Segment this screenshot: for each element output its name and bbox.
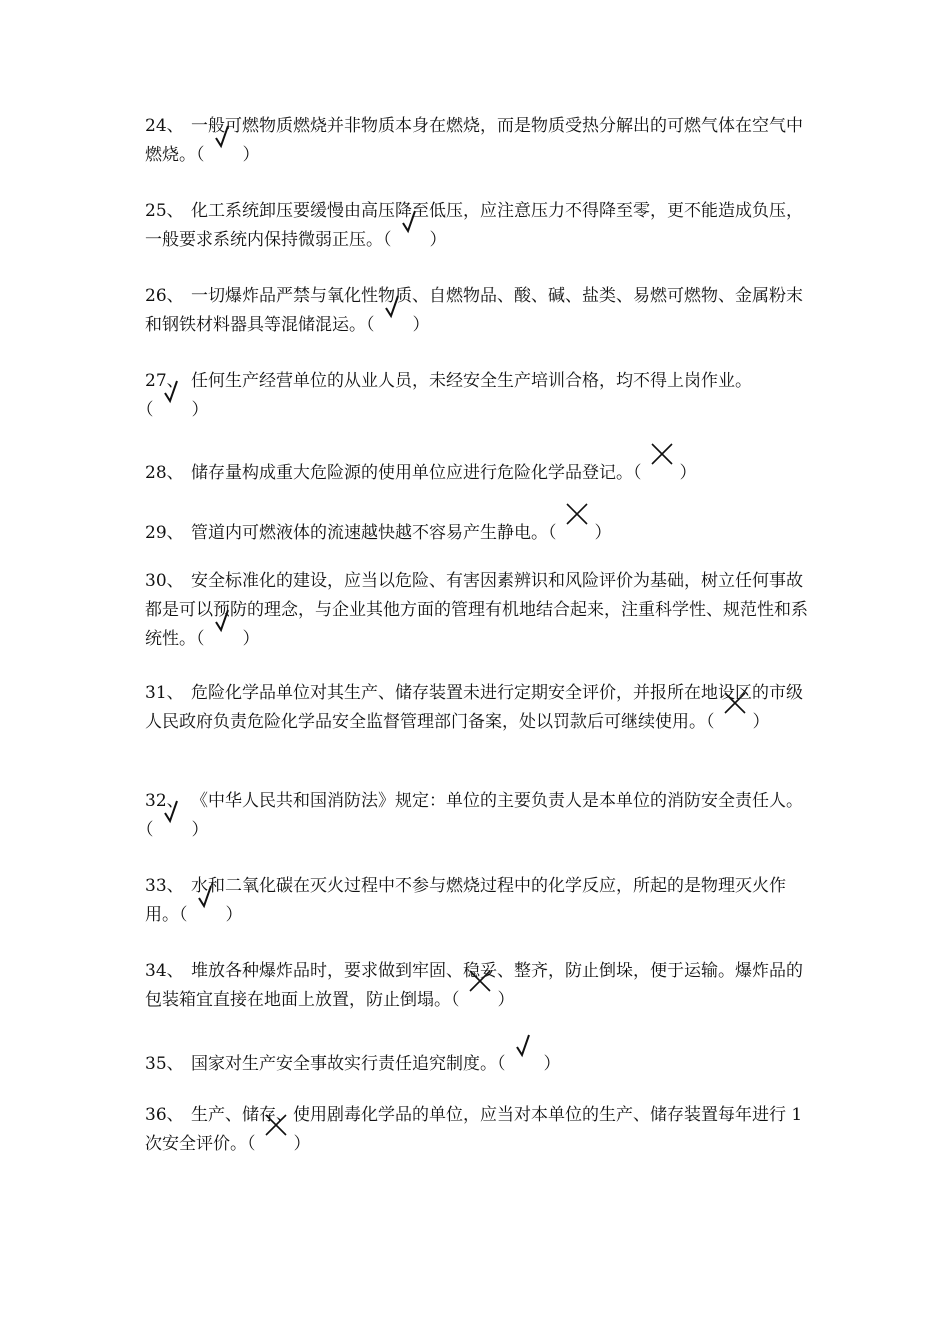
question-text: 储存量构成重大危险源的使用单位应进行危险化学品登记。 (191, 463, 633, 483)
open-paren: （ (145, 400, 154, 420)
question-number: 25、 (145, 201, 184, 221)
question-number: 32、 (145, 791, 184, 811)
open-paren: （ (548, 523, 557, 543)
close-paren: ） (412, 315, 430, 335)
answer-cross-icon (642, 464, 680, 484)
close-paren: ） (679, 463, 697, 483)
answer-check-icon (205, 630, 243, 650)
open-paren: （ (633, 463, 642, 483)
question-34 (145, 957, 810, 1015)
close-paren: ） (429, 230, 447, 250)
question-text: 水和二氧化碳在灭火过程中不参与燃烧过程中的化学反应，所起的是物理灭火作用。 (145, 876, 786, 925)
question-text: 危险化学品单位对其生产、储存装置未进行定期安全评价，并报所在地设区的市级人民政府负责危险化学品安全监督管理部门备案，处以罚款后可继续使用。 (145, 683, 803, 732)
question-25 (145, 197, 810, 255)
question-number: 28、 (145, 463, 184, 483)
question-text: 化工系统卸压要缓慢由高压降至低压，应注意压力不得降至零，更不能造成负压，一般要求系统内保持微弱正压。 (145, 201, 803, 250)
open-paren: （ (196, 629, 205, 649)
question-text: 管道内可燃液体的流速越快越不容易产生静电。 (191, 523, 548, 543)
question-text: 《中华人民共和国消防法》规定：单位的主要负责人是本单位的消防安全责任人。 (191, 791, 803, 811)
question-26 (145, 282, 810, 340)
open-paren: （ (145, 820, 154, 840)
question-30 (145, 567, 810, 654)
answer-cross-icon (715, 713, 753, 733)
answer-cross-icon (557, 524, 595, 544)
close-paren: ） (225, 905, 243, 925)
close-paren: ） (497, 990, 515, 1010)
question-number: 26、 (145, 286, 184, 306)
question-text: 任何生产经营单位的从业人员，未经安全生产培训合格，均不得上岗作业。 (191, 371, 752, 391)
close-paren: ） (191, 820, 209, 840)
open-paren: （ (383, 230, 392, 250)
close-paren: ） (191, 400, 209, 420)
answer-check-icon (154, 821, 192, 841)
answer-check-icon (205, 146, 243, 166)
close-paren: ） (594, 523, 612, 543)
question-number: 35、 (145, 1054, 184, 1074)
question-number: 27、 (145, 371, 184, 391)
answer-check-icon (188, 906, 226, 926)
question-number: 30、 (145, 571, 184, 591)
question-28 (145, 459, 810, 488)
answer-check-icon (375, 316, 413, 336)
close-paren: ） (543, 1054, 561, 1074)
open-paren: （ (706, 712, 715, 732)
question-29 (145, 519, 810, 548)
question-35 (145, 1050, 810, 1079)
close-paren: ） (293, 1134, 311, 1154)
question-text: 堆放各种爆炸品时，要求做到牢固、稳妥、整齐，防止倒垛，便于运输。爆炸品的包装箱宜直接在地面上放置，防止倒塌。 (145, 961, 803, 1010)
question-31 (145, 679, 810, 737)
question-text: 安全标准化的建设，应当以危险、有害因素辨识和风险评价为基础，树立任何事故都是可以预防的理念，与企业其他方面的管理有机地结合起来，注重科学性、规范性和系统性。 (145, 571, 808, 649)
question-33 (145, 872, 810, 930)
question-number: 34、 (145, 961, 184, 981)
question-number: 29、 (145, 523, 184, 543)
question-text: 生产、储存、使用剧毒化学品的单位，应当对本单位的生产、储存装置每年进行 1 次安全评价。 (145, 1105, 803, 1154)
question-text: 一切爆炸品严禁与氧化性物质、自燃物品、酸、碱、盐类、易燃可燃物、金属粉末和钢铁材料器具等混储混运。 (145, 286, 803, 335)
open-paren: （ (179, 905, 188, 925)
answer-cross-icon (256, 1135, 294, 1155)
open-paren: （ (247, 1134, 256, 1154)
answer-check-icon (506, 1055, 544, 1075)
close-paren: ） (242, 629, 260, 649)
question-24 (145, 112, 810, 170)
question-text: 国家对生产安全事故实行责任追究制度。 (191, 1054, 497, 1074)
close-paren: ） (752, 712, 770, 732)
question-number: 33、 (145, 876, 184, 896)
answer-cross-icon (460, 991, 498, 1011)
question-text: 一般可燃物质燃烧并非物质本身在燃烧，而是物质受热分解出的可燃气体在空气中燃烧。 (145, 116, 803, 165)
open-paren: （ (497, 1054, 506, 1074)
answer-check-icon (154, 401, 192, 421)
open-paren: （ (451, 990, 460, 1010)
open-paren: （ (366, 315, 375, 335)
question-36 (145, 1101, 810, 1159)
question-number: 36、 (145, 1105, 184, 1125)
question-number: 31、 (145, 683, 184, 703)
question-27 (145, 367, 810, 425)
question-number: 24、 (145, 116, 184, 136)
close-paren: ） (242, 145, 260, 165)
question-32 (145, 787, 810, 845)
answer-check-icon (392, 231, 430, 251)
open-paren: （ (196, 145, 205, 165)
